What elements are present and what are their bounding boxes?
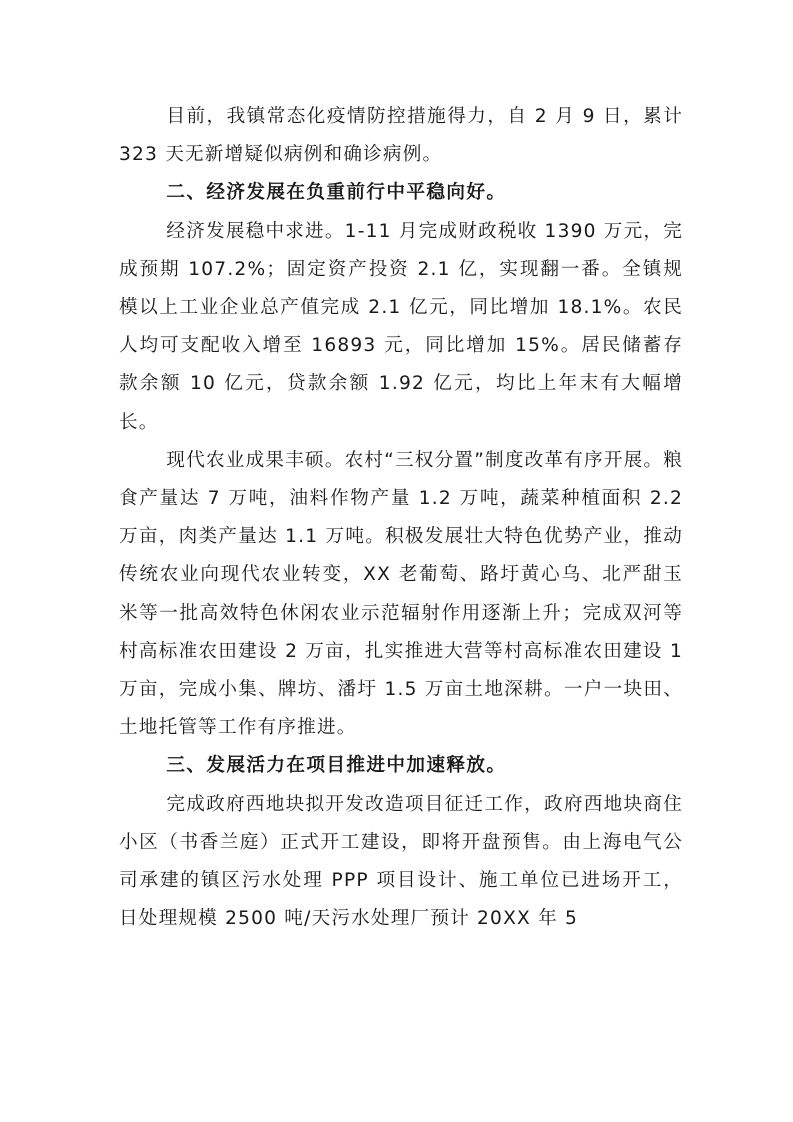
document-page [119,98,683,938]
section-heading-economy: 二、经济发展在负重前行中平稳向好。 [166,182,507,204]
section-heading-projects: 三、发展活力在项目推进中加速释放。 [166,755,507,777]
paragraph-epidemic-control: 目前，我镇常态化疫情防控措施得力，自 2 月 9 日，累计 323 天无新增疑似病例和确诊病例。 [119,106,683,166]
paragraph-economic-growth: 经济发展稳中求进。1-11 月完成财政税收 1390 万元，完成预期 107.2%；固定资产投资 2.1 亿，实现翻一番。全镇规模以上工业企业总产值完成 2.1 亿元，同比增加 18.1%。农民人均可支配收入增至 16893 元，同比增加 15%。居民储蓄存款余额 10 亿元，贷款余额 1.92 亿元，均比上年末有大幅增长。 [119,220,683,433]
paragraph-modern-agriculture: 现代农业成果丰硕。农村“三权分置”制度改革有序开展。粮食产量达 7 万吨，油料作物产量 1.2 万吨，蔬菜种植面积 2.2 万亩，肉类产量达 1.1 万吨。积极发展壮大特色优势产业，推动传统农业向现代农业转变，XX 老葡萄、路圩黄心乌、北严甜玉米等一批高效特色休闲农业示范辐射作用逐渐上升；完成双河等村高标准农田建设 2 万亩，扎实推进大营等村高标准农田建设 1 万亩，完成小集、牌坊、潘圩 1.5 万亩土地深耕。一户一块田、土地托管等工作有序推进。 [119,449,683,739]
paragraph-projects: 完成政府西地块拟开发改造项目征迁工作，政府西地块商住小区（书香兰庭）正式开工建设，即将开盘预售。由上海电气公司承建的镇区污水处理 PPP 项目设计、施工单位已进场开工，日处理规模 2500 吨/天污水处理厂预计 20XX 年 5 [119,793,683,930]
